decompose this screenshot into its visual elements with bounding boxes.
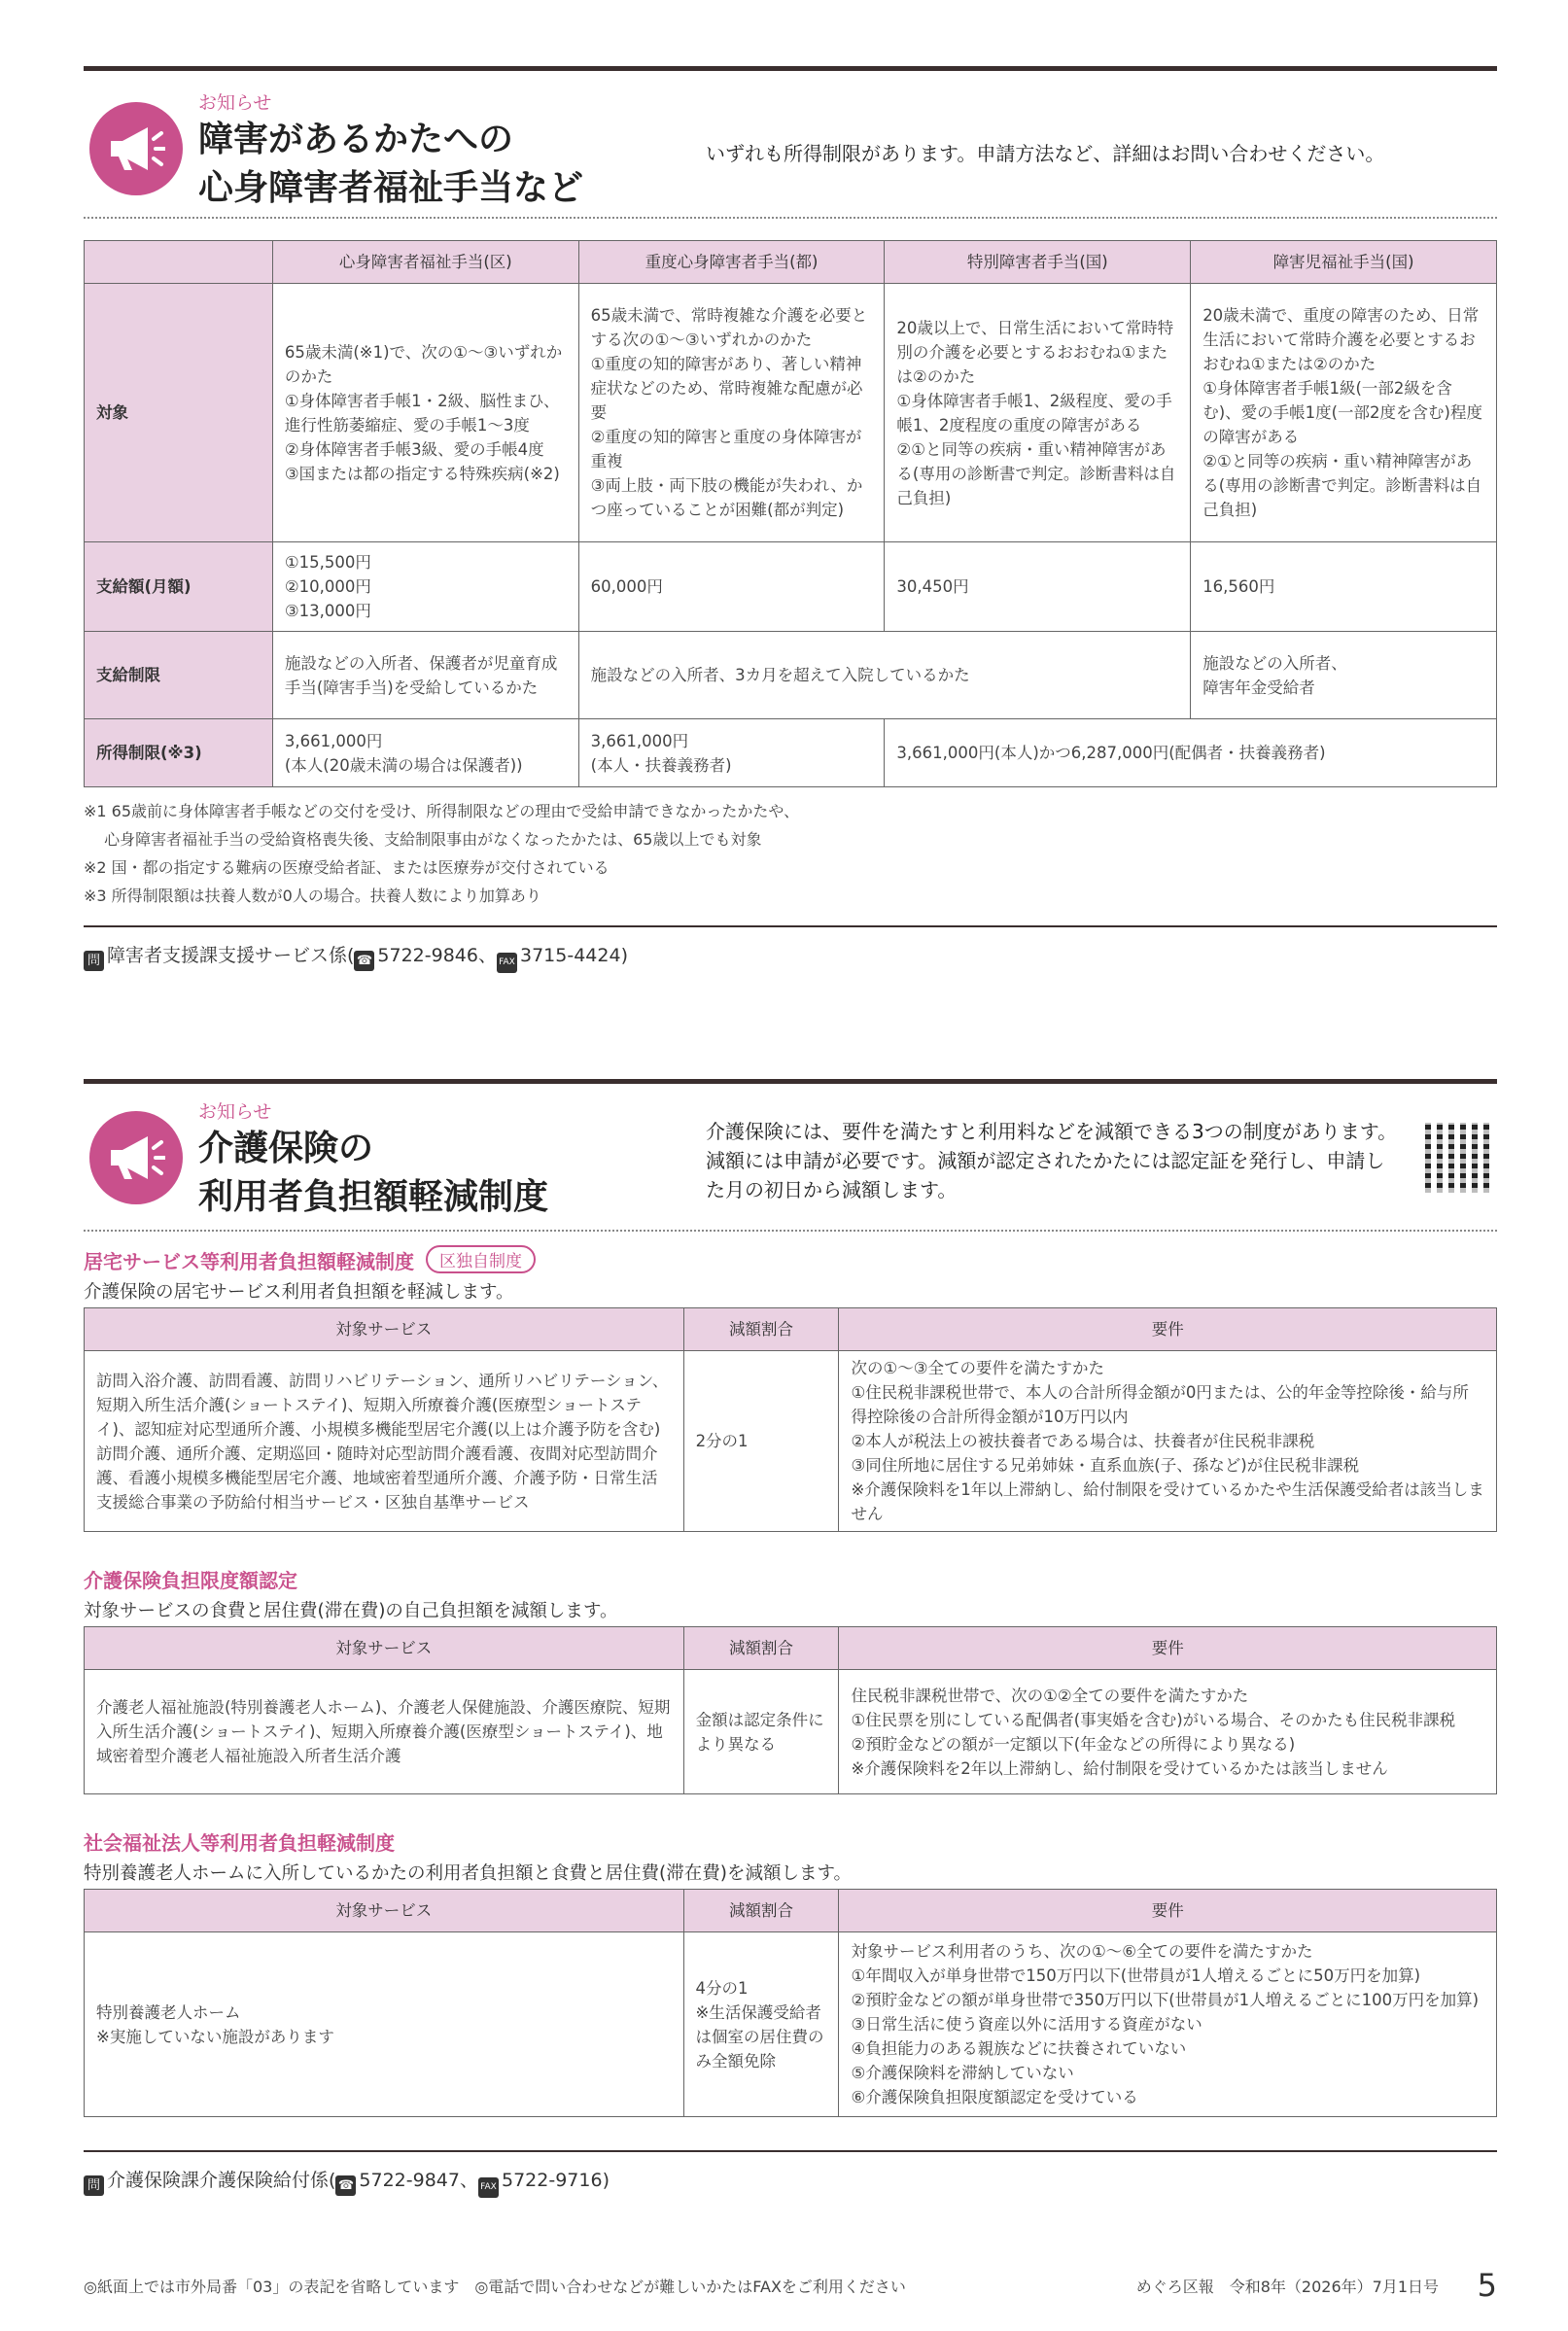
phone-icon: ☎	[354, 951, 374, 971]
table-row	[85, 719, 1497, 787]
reduction-table-a	[84, 1307, 1497, 1532]
megaphone-icon	[89, 1111, 183, 1204]
lead-line: 減額には申請が必要です。減額が認定されたかたには認定証を発行し、申請した月の初日から減額します。	[706, 1149, 1385, 1201]
lead-text	[706, 1117, 1503, 1204]
table-header-row	[85, 241, 1497, 284]
table-cell: ①15,500円 ②10,000円 ③13,000円	[272, 542, 578, 632]
table-cell: 金額は認定条件により異なる	[683, 1670, 839, 1794]
footnotes	[84, 797, 1497, 910]
table-cell: 介護老人福祉施設(特別養護老人ホーム)、介護老人保健施設、介護医療院、短期入所生活介護(ショートステイ)、短期入所療養介護(医療型ショートステイ)、地域密着型介護老人福祉施設入所者生活介護	[85, 1670, 684, 1794]
subsection-desc: 対象サービスの食費と居住費(滞在費)の自己負担額を減額します。	[84, 1601, 618, 1621]
table-row	[85, 1932, 1497, 2117]
contact-dept: 介護保険課介護保険給付係(	[107, 2170, 336, 2191]
contact-dept: 障害者支援課支援サービス係(	[107, 945, 355, 966]
footnote: ※3 所得制限額は扶養人数が0人の場合。扶養人数により加算あり	[84, 887, 541, 905]
table-cell: 65歳未満で、常時複雑な介護を必要とする次の①～③いずれかのかた ①重度の知的障害があり、著しい精神症状などのため、常時複雑な配慮が必要 ②重度の知的障害と重度の身体障害が重複 ③両上肢・両下肢の機能が失われ、かつ座っていることが困難(都が判定)	[578, 284, 885, 542]
kicker: お知らせ	[198, 1101, 272, 1123]
subsection-title-text: 居宅サービス等利用者負担額軽減制度	[84, 1250, 414, 1273]
contact-tel: 5722-9847、	[359, 2170, 478, 2191]
footnote: 心身障害者福祉手当の受給資格喪失後、支給制限事由がなくなったかたは、65歳以上でも対象	[84, 830, 762, 849]
header-cell: 対象サービス	[85, 1627, 684, 1670]
header-cell: 障害児福祉手当(国)	[1191, 241, 1497, 284]
title-line-2: 心身障害者福祉手当など	[198, 168, 584, 208]
reduction-table-c	[84, 1889, 1497, 2117]
table-cell: 20歳未満で、重度の障害のため、日常生活において常時介護を必要とするおおむね①または②のかた ①身体障害者手帳1級(一部2級を含む)、愛の手帳1度(一部2度を含む)程度の障害がある ②①と同等の疾病・重い精神障害がある(専用の診断書で判定。診断書料は自己負担)	[1191, 284, 1497, 542]
header-cell: 特別障害者手当(国)	[885, 241, 1191, 284]
table-cell: 20歳以上で、日常生活において常時特別の介護を必要とするおおむね①または②のかた ①身体障害者手帳1、2級程度、愛の手帳1、2度程度の重度の障害がある ②①と同等の疾病・重い精神障害がある(専用の診断書で判定。診断書料は自己負担)	[885, 284, 1191, 542]
contact-fax: 5722-9716)	[502, 2170, 610, 2191]
table-cell: 2分の1	[683, 1351, 839, 1532]
table-cell: 施設などの入所者、3カ月を超えて入院しているかた	[578, 632, 1191, 719]
qr-code-icon	[1425, 1123, 1495, 1193]
table-cell: 特別養護老人ホーム ※実施していない施設があります	[85, 1932, 684, 2117]
header-cell: 減額割合	[683, 1890, 839, 1932]
fax-icon: FAX	[478, 2177, 499, 2198]
table-cell: 65歳未満(※1)で、次の①～③いずれかのかた ①身体障害者手帳1・2級、脳性まひ、進行性筋萎縮症、愛の手帳1～3度 ②身体障害者手帳3級、愛の手帳4度 ③国または都の指定する特殊疾病(※2)	[272, 284, 578, 542]
header-cell: 減額割合	[683, 1627, 839, 1670]
lead-text: いずれも所得制限があります。申請方法など、詳細はお問い合わせください。	[706, 142, 1385, 165]
table-cell: 住民税非課税世帯で、次の①②全ての要件を満たすかた ①住民票を別にしている配偶者(事実婚を含む)がいる場合、そのかたも住民税非課税 ②預貯金などの額が一定額以下(年金などの所得により異なる) ※介護保険料を2年以上滞納し、給付制限を受けているかたは該当しません	[839, 1670, 1497, 1794]
table-row	[85, 1351, 1497, 1532]
table-cell: 次の①～③全ての要件を満たすかた ①住民税非課税世帯で、本人の合計所得金額が0円または、公的年金等控除後・給与所得控除後の合計所得金額が10万円以内 ②本人が税法上の被扶養者である場合は、扶養者が住民税非課税 ③同住所地に居住する兄弟姉妹・直系血族(子、孫など)が住民税非課税 ※介護保険料を1年以上滞納し、給付制限を受けているかたや生活保護受給者は該当しません	[839, 1351, 1497, 1532]
header-cell: 対象サービス	[85, 1890, 684, 1932]
table-cell: 16,560円	[1191, 542, 1497, 632]
header-cell: 要件	[839, 1627, 1497, 1670]
footer-note: ◎紙面上では市外局番「03」の表記を省略しています ◎電話で問い合わせなどが難しいかたはFAXをご利用ください	[84, 2278, 906, 2296]
reduction-table-b	[84, 1626, 1497, 1794]
table-cell: 3,661,000円 (本人・扶養義務者)	[578, 719, 885, 787]
table-header-row	[85, 1627, 1497, 1670]
fax-icon: FAX	[497, 953, 517, 973]
table-row	[85, 632, 1497, 719]
table-cell: 施設などの入所者、保護者が児童育成手当(障害手当)を受給しているかた	[272, 632, 578, 719]
table-header-row	[85, 1308, 1497, 1351]
megaphone-icon	[89, 102, 183, 195]
table-cell: 60,000円	[578, 542, 885, 632]
title-line-2: 利用者負担額軽減制度	[198, 1177, 549, 1217]
footnote: ※1 65歳前に身体障害者手帳などの交付を受け、所得制限などの理由で受給申請できなかったかたや、	[84, 802, 800, 820]
header-cell: 心身障害者福祉手当(区)	[272, 241, 578, 284]
contact-info	[84, 2150, 1497, 2198]
header-cell: 要件	[839, 1308, 1497, 1351]
subsection-title: 介護保険負担限度額認定	[84, 1569, 297, 1592]
table-cell: 3,661,000円(本人)かつ6,287,000円(配偶者・扶養義務者)	[885, 719, 1497, 787]
inquiry-icon: 問	[84, 2175, 104, 2196]
subsection-title: 社会福祉法人等利用者負担軽減制度	[84, 1831, 395, 1855]
title-line-1: 障害があるかたへの	[198, 120, 514, 159]
phone-icon: ☎	[335, 2175, 356, 2196]
contact-tel: 5722-9846、	[377, 945, 497, 966]
title-line-1: 介護保険の	[198, 1129, 374, 1168]
section-care-insurance	[84, 1079, 1497, 2198]
subsection-desc: 介護保険の居宅サービス利用者負担額を軽減します。	[84, 1282, 514, 1303]
row-label: 所得制限(※3)	[85, 719, 273, 787]
allowance-table	[84, 240, 1497, 787]
kicker: お知らせ	[198, 92, 272, 114]
row-label: 支給制限	[85, 632, 273, 719]
table-cell: 30,450円	[885, 542, 1191, 632]
header-cell: 要件	[839, 1890, 1497, 1932]
subsection-desc: 特別養護老人ホームに入所しているかたの利用者負担額と食費と居住費(滞在費)を減額します。	[84, 1863, 852, 1884]
page-title	[198, 1125, 548, 1222]
table-cell: 施設などの入所者、 障害年金受給者	[1191, 632, 1497, 719]
table-cell: 4分の1 ※生活保護受給者は個室の居住費のみ全額免除	[683, 1932, 839, 2117]
header-cell: 重度心身障害者手当(都)	[578, 241, 885, 284]
table-row	[85, 1670, 1497, 1794]
row-label: 支給額(月額)	[85, 542, 273, 632]
table-row	[85, 284, 1497, 542]
lead-line: 介護保険には、要件を満たすと利用料などを減額できる3つの制度があります。	[706, 1120, 1398, 1143]
issue-info: めぐろ区報 令和8年（2026年）7月1日号	[1135, 2278, 1439, 2296]
footnote: ※2 国・都の指定する難病の医療受給者証、または医療券が交付されている	[84, 858, 610, 877]
table-header-row	[85, 1890, 1497, 1932]
row-label: 対象	[85, 284, 273, 542]
header-cell: 対象サービス	[85, 1308, 684, 1351]
header-cell	[85, 241, 273, 284]
section-header	[84, 71, 1497, 217]
contact-fax: 3715-4424)	[520, 945, 628, 966]
table-row	[85, 542, 1497, 632]
ward-original-badge: 区独自制度	[426, 1245, 536, 1273]
table-cell: 訪問入浴介護、訪問看護、訪問リハビリテーション、通所リハビリテーション、短期入所生活介護(ショートステイ)、短期入所療養介護(医療型ショートステイ)、認知症対応型通所介護、小規模多機能型居宅介護(以上は介護予防を含む)訪問介護、通所介護、定期巡回・随時対応型訪問介護看護、夜間対応型訪問介護、看護小規模多機能型居宅介護、地域密着型通所介護、介護予防・日常生活支援総合事業の予防給付相当サービス・区独自基準サービス	[85, 1351, 684, 1532]
section-disability-allowance	[84, 66, 1497, 973]
page-title	[198, 116, 583, 213]
inquiry-icon: 問	[84, 951, 104, 971]
table-cell: 3,661,000円 (本人(20歳未満の場合は保護者))	[272, 719, 578, 787]
section-header	[84, 1084, 1497, 1230]
contact-info	[84, 925, 1497, 973]
dotted-divider	[84, 1230, 1497, 1232]
page-footer	[84, 2267, 1497, 2304]
page-number: 5	[1477, 2267, 1497, 2304]
table-cell: 対象サービス利用者のうち、次の①～⑥全ての要件を満たすかた ①年間収入が単身世帯で150万円以下(世帯員が1人増えるごとに50万円を加算) ②預貯金などの額が単身世帯で350万円以下(世帯員が1人増えるごとに100万円を加算) ③日常生活に使う資産以外に活用する資産がない ④負担能力のある親族などに扶養されていない ⑤介護保険料を滞納していない ⑥介護保険負担限度額認定を受けている	[839, 1932, 1497, 2117]
subsection-title	[84, 1245, 1497, 1274]
header-cell: 減額割合	[683, 1308, 839, 1351]
